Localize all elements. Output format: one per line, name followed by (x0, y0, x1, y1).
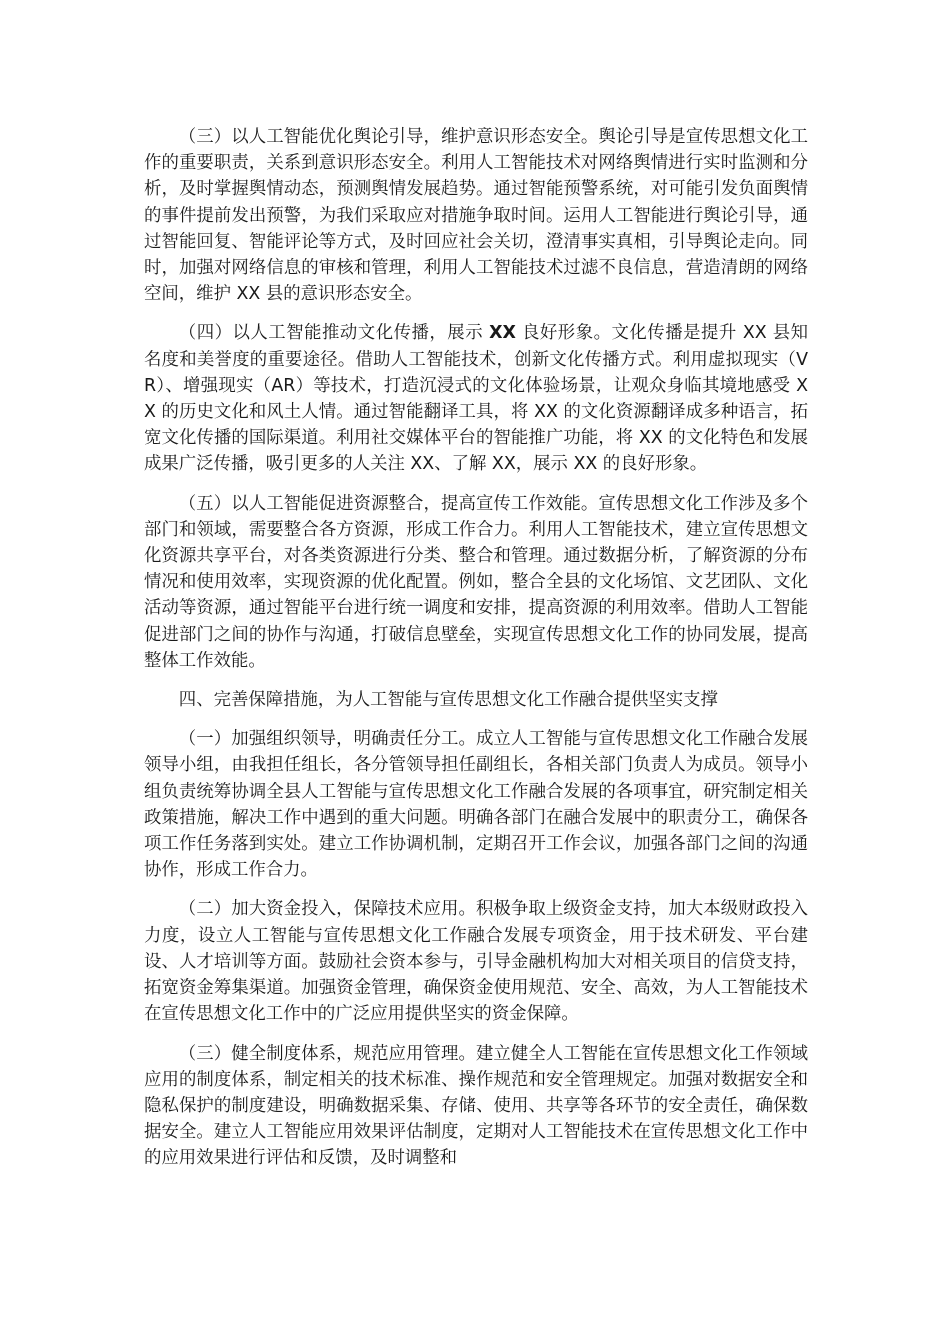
section-heading-safeguards: 四、完善保障措施，为人工智能与宣传思想文化工作融合提供坚实支撑 (178, 690, 718, 711)
paragraph-public-opinion: （三）以人工智能优化舆论引导，维护意识形态安全。舆论引导是宣传思想文化工作的重要职责，关系到意识形态安全。利用人工智能技术对网络舆情进行实时监测和分析，及时掌握舆情动态，预测舆情发展趋势。通过智能预警系统，对可能引发负面舆情的事件提前发出预警，为我们采取应对措施争取时间。运用人工智能进行舆论引导，通过智能回复、智能评论等方式，及时回应社会关切，澄清事实真相，引导舆论走向。同时，加强对网络信息的审核和管理，利用人工智能技术过滤不良信息，营造清朗的网络空间，维护 XX 县的意识形态安全。 (144, 127, 808, 305)
document-body (144, 124, 808, 1185)
paragraph-body-text: 良好形象。文化传播是提升 XX 县知名度和美誉度的重要途径。借助人工智能技术，创新文化传播方式。利用虚拟现实（VR）、增强现实（AR）等技术，打造沉浸式的文化体验场景，让观众身临其境地感受 XX 的历史文化和风土人情。通过智能翻译工具，将 XX 的文化资源翻译成多种语言，拓宽文化传播的国际渠道。利用社交媒体平台的智能推广功能，将 XX 的文化特色和发展成果广泛传播，吸引更多的人关注 XX、了解 XX，展示 XX 的良好形象。 (144, 323, 808, 475)
paragraph-cultural-communication (144, 320, 808, 477)
paragraph-lead-text: （四）以人工智能推动文化传播，展示 (178, 323, 490, 344)
paragraph-resource-integration: （五）以人工智能促进资源整合，提高宣传工作效能。宣传思想文化工作涉及多个部门和领域，需要整合各方资源，形成工作合力。利用人工智能技术，建立宣传思想文化资源共享平台，对各类资源进行分类、整合和管理。通过数据分析，了解资源的分布情况和使用效率，实现资源的优化配置。例如，整合全县的文化场馆、文艺团队、文化活动等资源，通过智能平台进行统一调度和安排，提高资源的利用效率。借助人工智能促进部门之间的协作与沟通，打破信息壁垒，实现宣传思想文化工作的协同发展，提高整体工作效能。 (144, 493, 808, 671)
bold-xx-text: XX (489, 323, 516, 344)
paragraph-organization-leadership: （一）加强组织领导，明确责任分工。成立人工智能与宣传思想文化工作融合发展领导小组，由我担任组长，各分管领导担任副组长，各相关部门负责人为成员。领导小组负责统筹协调全县人工智能与宣传思想文化工作融合发展的各项事宜，研究制定相关政策措施，解决工作中遇到的重大问题。明确各部门在融合发展中的职责分工，确保各项工作任务落到实处。建立工作协调机制，定期召开工作会议，加强各部门之间的沟通协作，形成工作合力。 (144, 729, 808, 881)
paragraph-funding: （二）加大资金投入，保障技术应用。积极争取上级资金支持，加大本级财政投入力度，设立人工智能与宣传思想文化工作融合发展专项资金，用于技术研发、平台建设、人才培训等方面。鼓励社会资本参与，引导金融机构加大对相关项目的信贷支持，拓宽资金筹集渠道。加强资金管理，确保资金使用规范、安全、高效，为人工智能技术在宣传思想文化工作中的广泛应用提供坚实的资金保障。 (144, 899, 808, 1025)
paragraph-institutional-system: （三）健全制度体系，规范应用管理。建立健全人工智能在宣传思想文化工作领域应用的制度体系，制定相关的技术标准、操作规范和安全管理规定。加强对数据安全和隐私保护的制度建设，明确数据采集、存储、使用、共享等各环节的安全责任，确保数据安全。建立人工智能应用效果评估制度，定期对人工智能技术在宣传思想文化工作中的应用效果进行评估和反馈，及时调整和 (144, 1043, 808, 1169)
